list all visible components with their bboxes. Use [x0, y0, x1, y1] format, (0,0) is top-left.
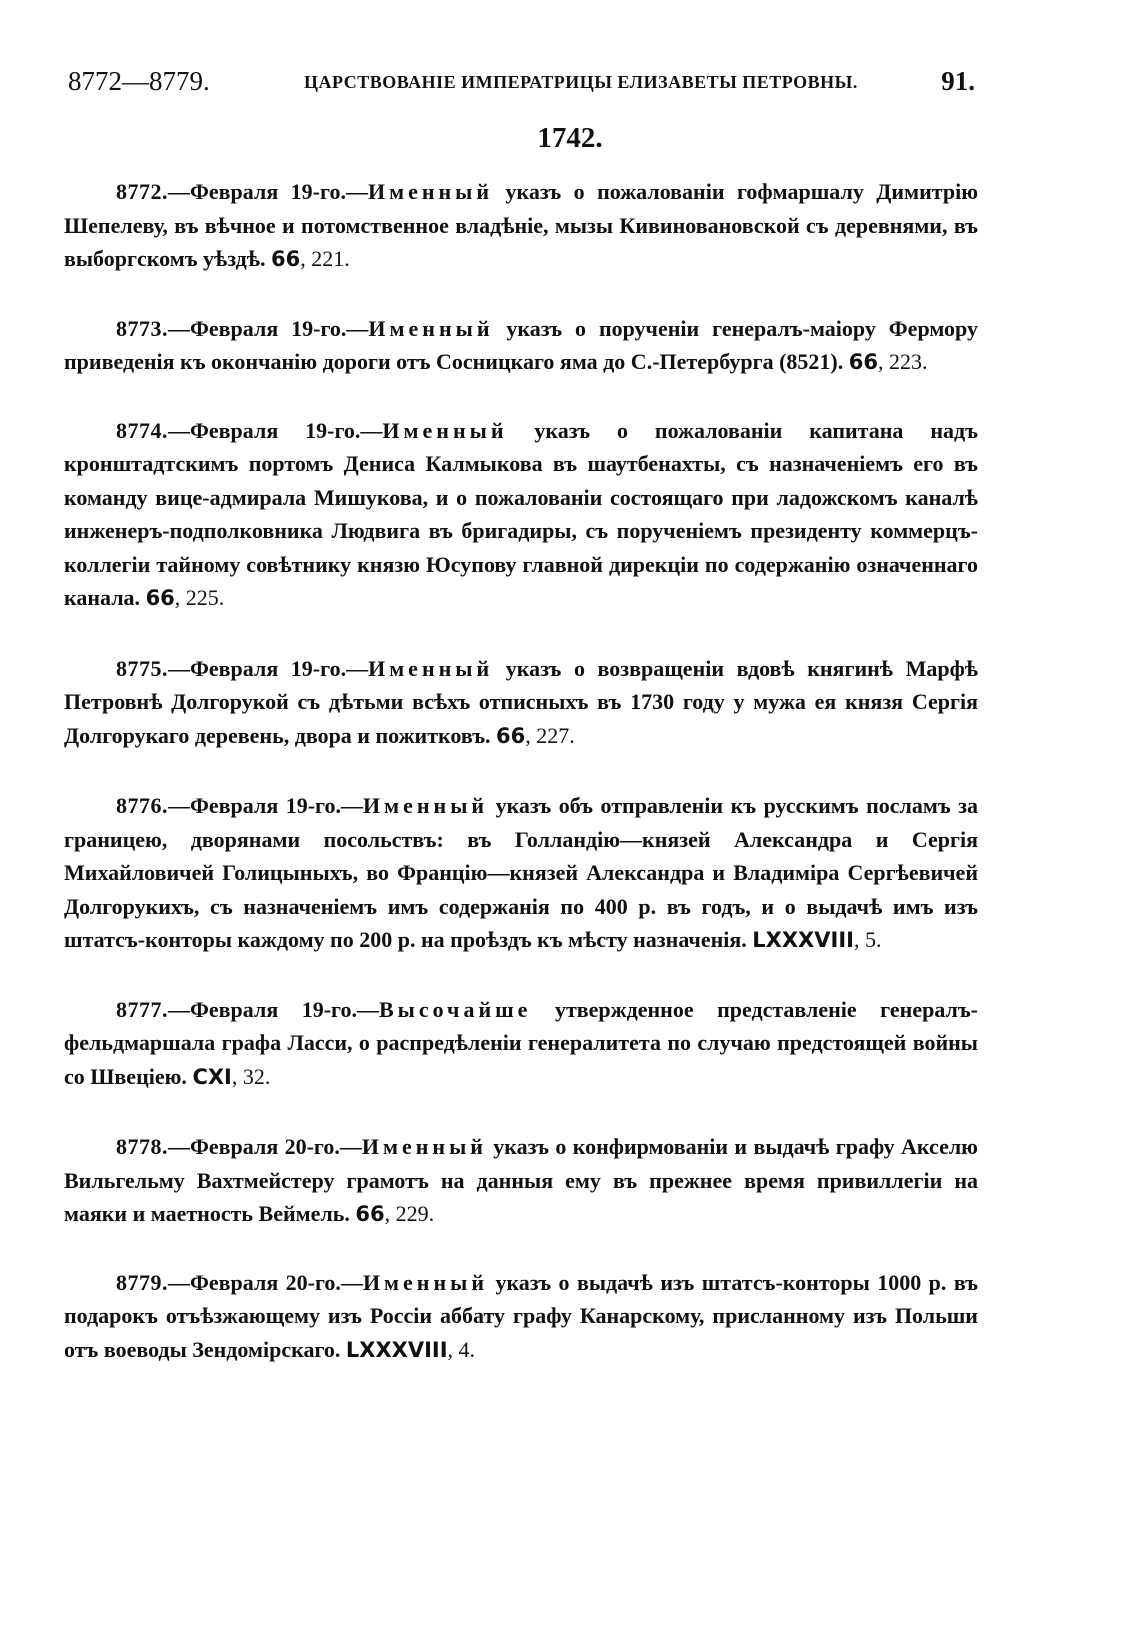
- entry-number: 8772.: [116, 179, 168, 204]
- entry-kind: Именный: [362, 1269, 489, 1295]
- entry-kind: Именный: [361, 1134, 487, 1159]
- entry-ref: , 227.: [525, 722, 575, 748]
- entry-number: 8778.: [116, 1134, 168, 1159]
- decree-entry: [64, 993, 978, 1095]
- decree-entry: [64, 175, 978, 277]
- entry-text: указъ о выдачѣ изъ штатсъ-конторы 1000 р. въ подарокъ отъѣзжающему изъ Россіи аббату графу Канарскому, присланному изъ Польши отъ воеводы Зендомірскаго.: [64, 1269, 979, 1362]
- entry-kind: Именный: [382, 417, 508, 443]
- entry-source: 66: [355, 1202, 385, 1226]
- entry-text: указъ о пожалованіи гофмаршалу Димитрію Шепелеву, въ вѣчное и потомственное владѣніе, мызы Кивиновановской съ деревнями, въ выборгскомъ уѣздѣ.: [64, 179, 979, 271]
- entry-text: указъ о возвращеніи вдовѣ княгинѣ Марфѣ Петровнѣ Долгорукой съ дѣтьми всѣхъ отписныхъ въ 1730 году у мужа ея князя Сергія Долгорукаго деревень, двора и пожитковъ.: [64, 655, 979, 748]
- entry-text: указъ о пожалованіи капитана надъ кронштадтскимъ портомъ Дениса Калмыкова въ шаутбенахты, съ назначеніемъ его въ команду вице-адмирала Мишукова, и о пожалованіи состоящаго при ладожскомъ каналѣ инженеръ-подполковника Людвига въ бригадиры, съ порученіемъ президенту коммерцъ-коллегіи тайному совѣтнику князю Юсупову главной дирекціи по содержанію означеннаго канала.: [64, 417, 978, 610]
- entry-kind: Именный: [368, 655, 494, 681]
- entry-date: —Февраля 19-го.—: [168, 417, 383, 443]
- entry-date: —Февраля 20-го.—: [168, 1269, 363, 1295]
- entry-source: 66: [496, 723, 526, 748]
- entry-ref: , 229.: [384, 1201, 435, 1226]
- entry-kind: Высочайше: [378, 996, 532, 1022]
- year-heading: 1742.: [537, 122, 603, 154]
- entry-number: 8775.: [116, 655, 168, 681]
- decree-entry: [64, 652, 978, 754]
- entry-number: 8779.: [116, 1269, 168, 1295]
- entry-text: указъ о конфирмованіи и выдачѣ графу Акселю Вильгельму Вахтмейстеру грамотъ на данныя ему въ прежнее время привиллегіи на маяки и маетность Веймель.: [64, 1134, 978, 1226]
- entry-kind: Именный: [368, 315, 494, 341]
- decree-entry: [64, 1266, 978, 1368]
- entry-date: —Февраля 19-го.—: [168, 996, 379, 1022]
- decree-entry: [64, 789, 978, 958]
- entry-date: —Февраля 19-го.—: [168, 793, 363, 818]
- entry-ref: , 4.: [447, 1336, 476, 1362]
- entry-date: —Февраля 19-го.—: [168, 655, 369, 681]
- entry-source: LXXXVIII: [752, 928, 854, 952]
- page-number: 91.: [941, 66, 975, 96]
- entry-number: 8776.: [116, 793, 168, 818]
- entry-number: 8777.: [116, 996, 168, 1022]
- page-header: [68, 66, 975, 106]
- entry-text: указъ о порученіи генералъ-маіору Фермору приведенія къ окончанію дороги отъ Сосницкаго яма до С.-Петербурга (8521).: [64, 315, 978, 374]
- entry-number: 8773.: [116, 315, 168, 341]
- entry-ref: , 32.: [231, 1063, 271, 1089]
- entry-date: —Февраля 20-го.—: [168, 1134, 362, 1159]
- entry-ref: , 5.: [853, 927, 882, 952]
- decree-entry: [64, 312, 978, 380]
- entry-ref: , 223.: [877, 349, 928, 374]
- entry-text: утвержденное представленіе генералъ-фельдмаршала графа Ласси, о распредѣленіи генералитета по случаю предстоящей войны со Швеціею.: [64, 996, 979, 1089]
- entry-kind: Именный: [367, 179, 494, 204]
- entry-source: 66: [848, 350, 878, 374]
- entry-date: —Февраля 19-го.—: [168, 179, 368, 204]
- entry-text: указъ объ отправленіи къ русскимъ посламъ за границею, дворянами посольствъ: въ Голландію—князей Александра и Сергія Михайловичей Голицыныхъ, во Францію—князей Александра и Владиміра Сергѣевичей Долгорукихъ, съ назначеніемъ имъ содержанія по 400 р. въ годъ, и о выдачѣ имъ изъ штатсъ-конторы каждому по 200 р. на проѣздъ къ мѣсту назначенія.: [64, 793, 979, 952]
- decree-entry: [64, 1130, 978, 1232]
- entry-kind: Именный: [363, 793, 489, 818]
- header-entry-range: 8772—8779.: [68, 66, 210, 96]
- entry-number: 8774.: [116, 417, 168, 443]
- entry-ref: , 221.: [300, 246, 350, 271]
- entry-source: LXXXVIII: [345, 1337, 448, 1362]
- entry-source: 66: [271, 247, 301, 271]
- entry-ref: , 225.: [174, 585, 225, 610]
- entry-date: —Февраля 19-го.—: [168, 315, 369, 341]
- header-running-title: ЦАРСТВОВАНІЕ ИМПЕРАТРИЦЫ ЕЛИЗАВЕТЫ ПЕТРОВНЫ.: [304, 72, 858, 92]
- entry-source: 66: [145, 586, 175, 610]
- entry-source: CXI: [192, 1064, 232, 1089]
- decree-list: [64, 175, 978, 1367]
- decree-entry: [64, 414, 978, 616]
